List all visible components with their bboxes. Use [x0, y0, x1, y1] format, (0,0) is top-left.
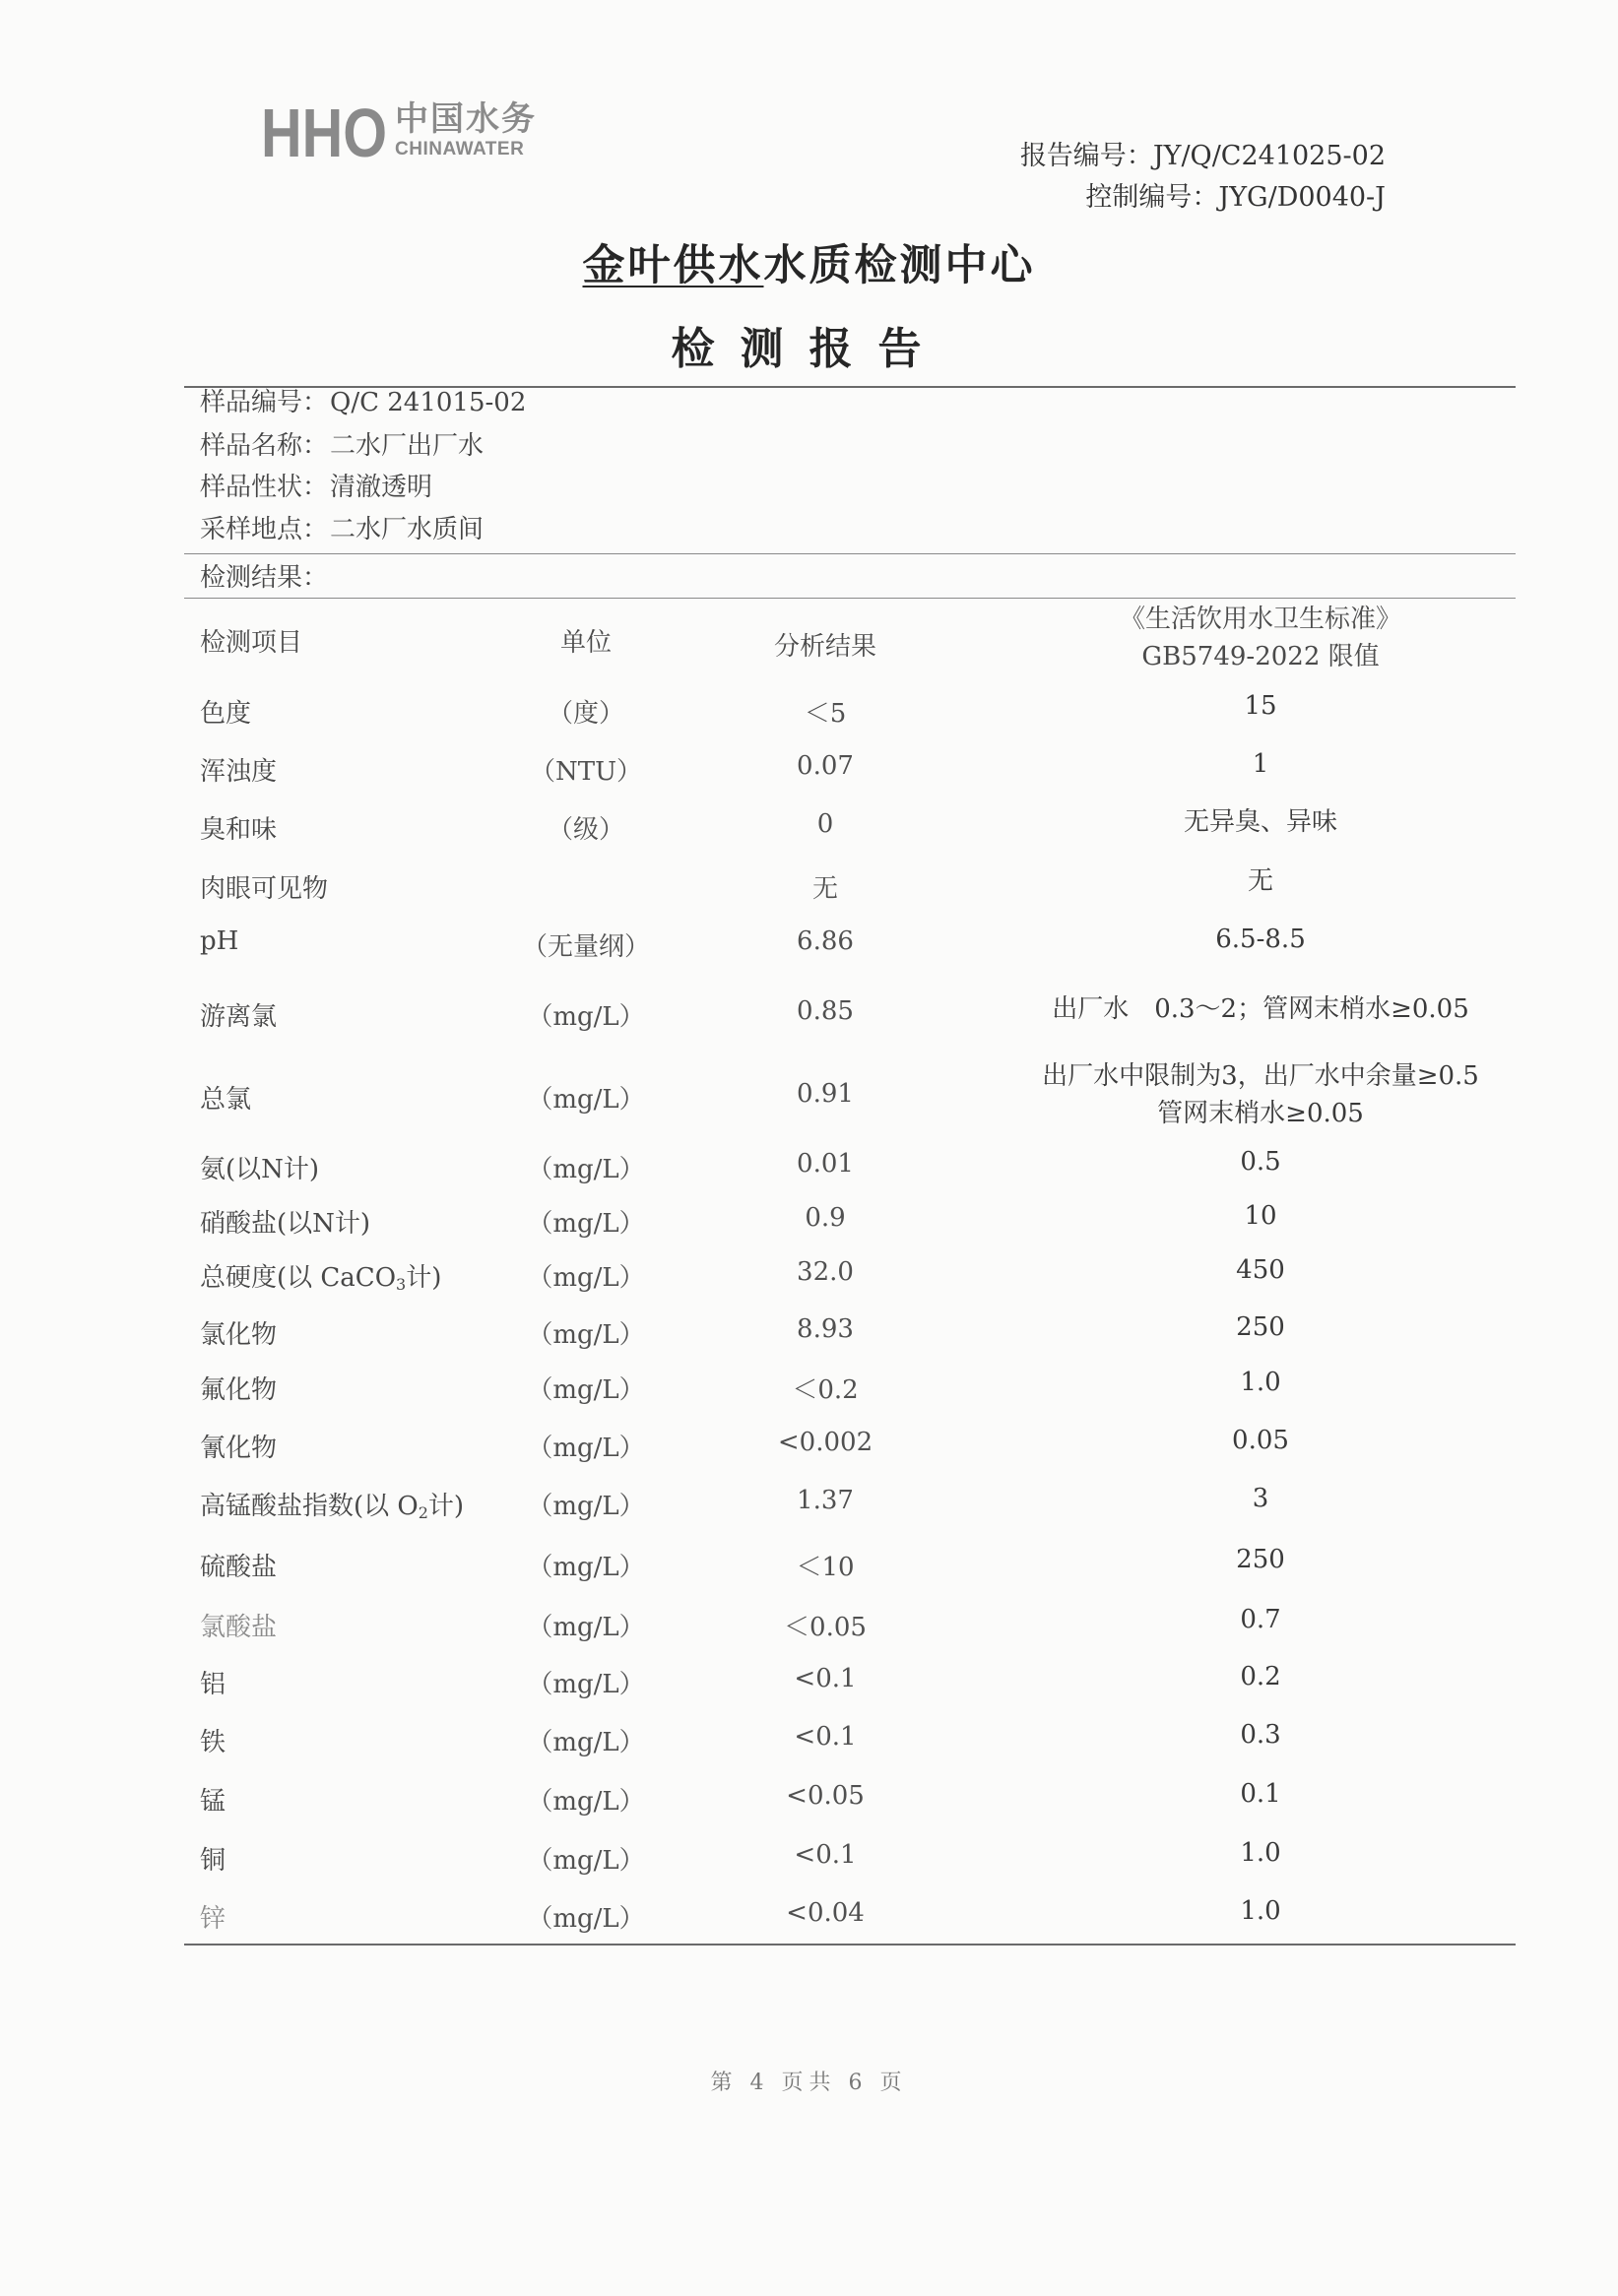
cell-unit: （mg/L）: [527, 1728, 645, 1757]
cell-result: <0.04: [786, 1898, 865, 1928]
cell-result: <0.1: [794, 1722, 857, 1752]
cell-limit: 0.3: [1240, 1720, 1281, 1750]
cell-item: 铝: [200, 1670, 227, 1699]
sample-info-value: 清澈透明: [330, 473, 433, 502]
cell-item: pH: [200, 926, 239, 956]
cell-limit: 15: [1244, 691, 1277, 721]
cell-unit: （mg/L）: [527, 1904, 645, 1934]
sample-info-value: 二水厂水质间: [330, 515, 485, 544]
cell-result: <0.002: [777, 1428, 874, 1457]
cell-item: 铁: [200, 1728, 227, 1757]
cell-result: 0.9: [805, 1203, 846, 1233]
cell-unit: （mg/L）: [527, 1670, 645, 1699]
cell-result: 0: [816, 809, 834, 839]
cell-limit: 1.0: [1240, 1896, 1281, 1926]
cell-unit: （mg/L）: [527, 1320, 645, 1350]
cell-item: 氯化物: [200, 1320, 278, 1350]
cell-unit: （度）: [547, 699, 624, 729]
cell-item: 氯酸盐: [200, 1613, 278, 1642]
cell-limit: 0.1: [1240, 1779, 1281, 1809]
cell-item: 总氯: [200, 1085, 252, 1115]
cell-result: 1.37: [797, 1486, 854, 1515]
cell-limit: 0.05: [1232, 1426, 1289, 1455]
cell-unit: （mg/L）: [527, 1085, 645, 1115]
cell-item: 浑浊度: [200, 757, 278, 787]
cell-unit: （mg/L）: [527, 1434, 645, 1463]
cell-result: 0.85: [797, 996, 854, 1026]
cell-result: 0.91: [797, 1079, 854, 1109]
cell-unit: （级）: [547, 815, 624, 845]
cell-result: ＜0.2: [792, 1375, 859, 1405]
cell-limit: 250: [1236, 1312, 1285, 1342]
document-title: 检测报告: [671, 324, 947, 374]
logo-chinese-text: 中国水务: [395, 99, 537, 139]
report-numbers: [1020, 136, 1386, 219]
cell-unit: （mg/L）: [527, 1553, 645, 1582]
column-header-unit: 单位: [559, 628, 612, 658]
divider: [184, 598, 1516, 599]
sample-info-row: [200, 467, 432, 503]
cell-limit: 出厂水中限制为3，出厂水中余量≥0.5 管网末梢水≥0.05: [1042, 1061, 1479, 1128]
cell-limit: 出厂水 0.3～2；管网末梢水≥0.05: [1052, 994, 1469, 1024]
cell-result: ＜0.05: [784, 1613, 867, 1642]
cell-item: 游离氯: [200, 1002, 278, 1032]
cell-unit: （无量纲）: [521, 932, 650, 962]
sample-info-value: 二水厂出厂水: [330, 431, 485, 461]
cell-limit: 1.0: [1240, 1838, 1281, 1868]
cell-result: 8.93: [797, 1314, 854, 1344]
divider: [184, 1944, 1516, 1945]
cell-unit: （mg/L）: [527, 1787, 645, 1817]
cell-unit: （mg/L）: [527, 1492, 645, 1521]
column-header-item: 检测项目: [200, 628, 303, 658]
cell-item: 色度: [200, 699, 252, 729]
cell-result: 0.07: [797, 751, 854, 781]
cell-item: 臭和味: [200, 815, 278, 845]
page-footer: 第 4 页共 6 页: [710, 2071, 908, 2095]
cell-result: ＜5: [804, 699, 847, 729]
cell-result: <0.1: [794, 1840, 857, 1870]
cell-item: 铜: [200, 1846, 227, 1876]
cell-unit: （mg/L）: [527, 1375, 645, 1405]
results-label: 检测结果：: [200, 563, 329, 593]
cell-unit: （mg/L）: [527, 1613, 645, 1642]
logo-english-text: CHINAWATER: [395, 139, 525, 159]
cell-result: 无: [811, 874, 838, 904]
cell-limit: 3: [1252, 1484, 1269, 1513]
sample-info-value: Q/C 241015-02: [330, 388, 527, 417]
sample-info-label: 样品性状：: [200, 473, 329, 502]
cell-result: 0.01: [797, 1149, 854, 1179]
cell-item: 锰: [200, 1787, 227, 1817]
cell-limit: 250: [1236, 1545, 1285, 1574]
cell-limit: 0.7: [1240, 1605, 1281, 1634]
cell-limit: 450: [1236, 1255, 1285, 1285]
column-header-limit: 《生活饮用水卫生标准》 GB5749-2022 限值: [1119, 605, 1401, 671]
sample-info-label: 采样地点：: [200, 515, 329, 544]
cell-unit: （mg/L）: [527, 1209, 645, 1239]
cell-unit: （mg/L）: [527, 1263, 645, 1293]
cell-item: 总硬度(以 CaCO$_3$计): [200, 1263, 442, 1294]
cell-unit: （mg/L）: [527, 1002, 645, 1032]
cell-item: 氟化物: [200, 1375, 278, 1405]
cell-limit: 10: [1244, 1201, 1277, 1231]
column-header-result: 分析结果: [773, 632, 876, 662]
cell-limit: 6.5-8.5: [1215, 925, 1306, 954]
sample-info-row: [200, 425, 484, 462]
cell-item: 高锰酸盐指数(以 $O_2$计): [200, 1492, 465, 1522]
sample-info-row: [200, 382, 526, 418]
cell-item: 肉眼可见物: [200, 874, 329, 904]
cell-result: ＜10: [796, 1553, 855, 1582]
cell-item: 氰化物: [200, 1434, 278, 1463]
sample-info-label: 样品名称：: [200, 431, 329, 461]
cell-limit: 1.0: [1240, 1368, 1281, 1397]
cell-limit: 1: [1252, 749, 1269, 779]
cell-limit: 0.5: [1240, 1147, 1281, 1177]
cell-limit: 无异臭、异味: [1183, 807, 1337, 837]
cell-limit: 0.2: [1240, 1662, 1281, 1691]
divider: [184, 553, 1516, 554]
cell-unit: （mg/L）: [527, 1155, 645, 1184]
control-number-row: 控制编号：JYG/D0040-J: [1085, 182, 1386, 213]
cell-limit: 无: [1247, 866, 1273, 896]
cell-item: 硝酸盐(以N计): [200, 1209, 371, 1239]
cell-result: <0.1: [794, 1664, 857, 1693]
hho-logo-mark: [259, 94, 389, 171]
cell-item: 氨(以N计): [200, 1155, 320, 1184]
cell-result: 6.86: [797, 926, 854, 956]
cell-item: 硫酸盐: [200, 1553, 278, 1582]
report-number-row: 报告编号：JY/Q/C241025-02: [1019, 141, 1386, 171]
cell-result: 32.0: [797, 1257, 854, 1287]
cell-result: <0.05: [786, 1781, 865, 1811]
sample-info-label: 样品编号：: [200, 388, 329, 417]
cell-item: 锌: [200, 1904, 227, 1934]
sample-info-row: [200, 509, 484, 545]
svg-text:HHO: HHO: [261, 95, 387, 171]
testing-center-name: 金叶供水水质检测中心: [582, 241, 1036, 290]
china-water-logo: [259, 91, 537, 169]
cell-unit: （NTU）: [529, 757, 642, 787]
cell-unit: （mg/L）: [527, 1846, 645, 1876]
